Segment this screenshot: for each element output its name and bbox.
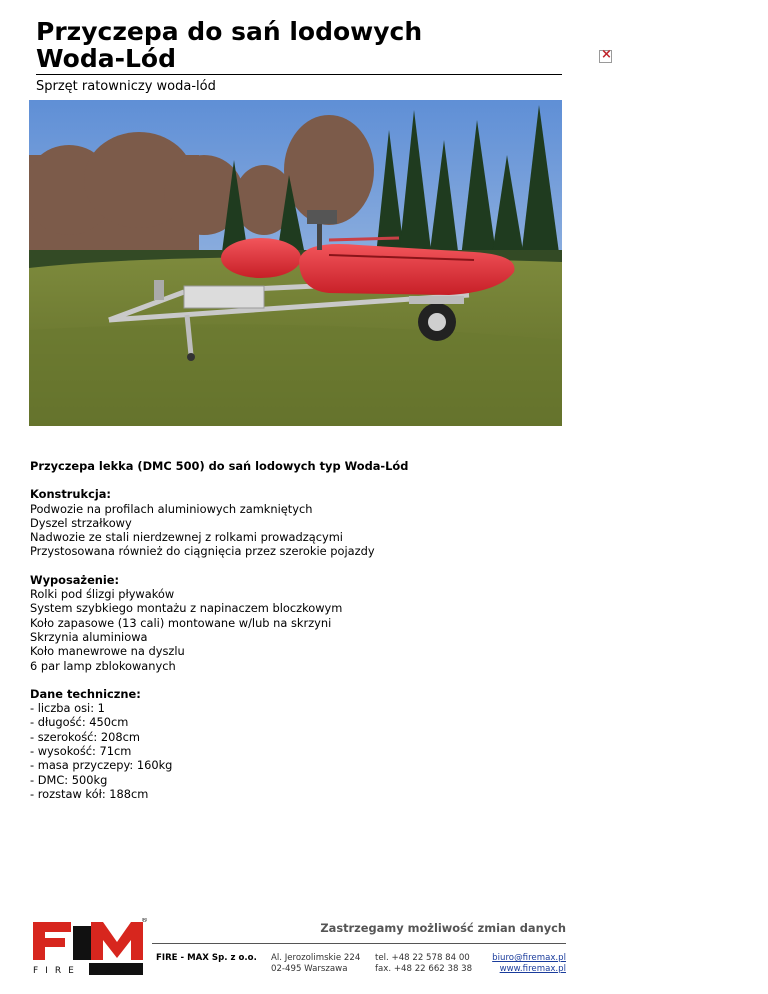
email-link[interactable]: biuro@firemax.pl [492,953,566,963]
title-divider [36,74,562,75]
fax-line: fax. +48 22 662 38 38 [375,964,473,974]
equipment-heading: Wyposażenie: [30,572,120,587]
specs-section [30,687,570,801]
company-name: FIRE - MAX Sp. z o.o. [156,953,257,963]
address-line: Al. Jerozolimskie 224 [271,953,361,963]
data-change-notice: Zastrzegamy możliwość zmian danych [320,921,566,935]
page-title [36,18,566,72]
list-item: System szybkiego montażu z napinaczem bloczkowym [30,601,343,616]
list-item: Dyszel strzałkowy [30,515,132,530]
company-phones [375,953,472,975]
website-link[interactable]: www.firemax.pl [499,964,566,974]
product-photo [29,100,562,426]
list-item: Przystosowana również do ciągnięcia przez szerokie pojazdy [30,544,375,559]
phone-line: tel. +48 22 578 84 00 [375,953,470,963]
list-item: Koło manewrowe na dyszlu [30,644,185,659]
construction-heading: Konstrukcja: [30,487,111,502]
title-line-2: Woda-Lód [36,44,177,73]
company-contact [492,953,566,975]
list-item: Podwozie na profilach aluminiowych zamkniętych [30,501,313,516]
page-subtitle: Sprzęt ratowniczy woda-lód [36,79,216,94]
list-item: Skrzynia aluminiowa [30,629,148,644]
list-item: - DMC: 500kg [30,772,108,787]
registered-mark: ® [141,918,148,924]
product-lead: Przyczepa lekka (DMC 500) do sań lodowych typ Woda-Lód [30,459,409,473]
logo-text-fire: FIRE MAX [33,966,132,976]
list-item: Nadwozie ze stali nierdzewnej z rolkami prowadzącymi [30,530,343,545]
company-address [271,953,360,975]
list-item: 6 par lamp zblokowanych [30,658,176,673]
product-description [30,459,570,801]
list-item: Rolki pod ślizgi pływaków [30,587,175,602]
list-item: - rozstaw kół: 188cm [30,786,149,801]
footer-divider [152,943,566,944]
broken-image-icon [599,50,612,63]
list-item: - szerokość: 208cm [30,729,140,744]
list-item: - wysokość: 71cm [30,744,132,759]
equipment-section [30,573,570,673]
title-line-1: Przyczepa do sań lodowych [36,17,423,46]
address-line: 02-495 Warszawa [271,964,348,974]
specs-heading: Dane techniczne: [30,686,141,701]
construction-section [30,487,570,558]
list-item: - liczba osi: 1 [30,701,105,716]
list-item: Koło zapasowe (13 cali) montowane w/lub na skrzyni [30,615,332,630]
list-item: - masa przyczepy: 160kg [30,758,173,773]
list-item: - długość: 450cm [30,715,129,730]
firemax-logo [31,918,149,976]
